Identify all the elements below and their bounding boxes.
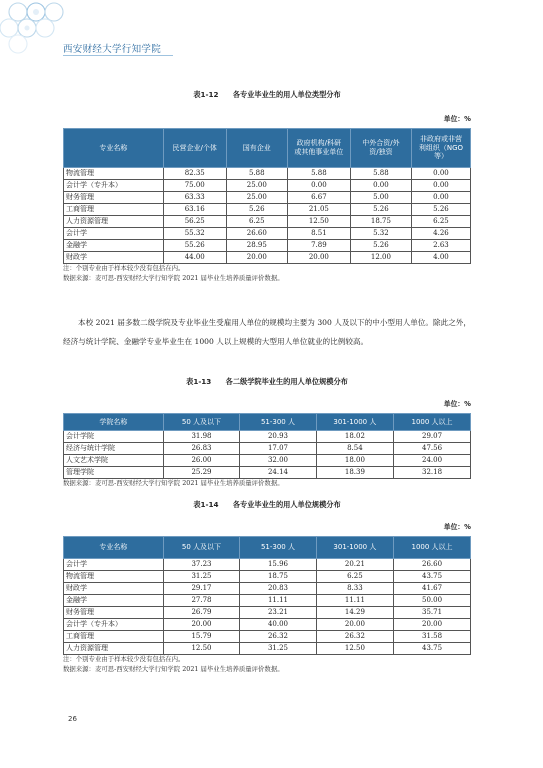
table-row: 工商管理 15.79 26.32 26.32 31.58 bbox=[64, 631, 471, 643]
header-title: 西安财经大学行知学院 bbox=[63, 44, 162, 55]
column-header: 50 人及以下 bbox=[163, 537, 240, 559]
table-row: 管理学院 25.29 24.14 18.39 32.18 bbox=[64, 467, 471, 479]
table-1-13 bbox=[63, 413, 471, 479]
table-source: 数据来源：麦可思-西安财经大学行知学院 2021 届毕业生培养质量评价数据。 bbox=[63, 479, 284, 487]
table-row: 人文艺术学院 26.00 32.00 18.00 24.00 bbox=[64, 455, 471, 467]
table-row: 财政学 44.00 20.00 20.00 12.00 4.00 bbox=[64, 252, 471, 264]
table-row: 会计学（专升本） 20.00 40.00 20.00 20.00 bbox=[64, 619, 471, 631]
table-source: 数据来源：麦可思-西安财经大学行知学院 2021 届毕业生培养质量评价数据。 bbox=[63, 273, 284, 282]
table-note: 注：个别专业由于样本较少没有包括在内。 bbox=[63, 264, 185, 272]
table-row: 金融学 55.26 28.95 7.89 5.26 2.63 bbox=[64, 240, 471, 252]
table-note: 注：个别专业由于样本较少没有包括在内。 bbox=[63, 655, 185, 663]
table-row: 财务管理 63.33 25.00 6.67 5.00 0.00 bbox=[64, 192, 471, 204]
table-row: 物流管理 31.25 18.75 6.25 43.75 bbox=[64, 571, 471, 583]
table-row: 金融学 27.78 11.11 11.11 50.00 bbox=[64, 595, 471, 607]
table-row: 会计学 55.32 26.60 8.51 5.32 4.26 bbox=[64, 228, 471, 240]
column-header: 政府机构/科研或其他事业单位 bbox=[287, 129, 350, 168]
column-header: 中外合资/外资/独资 bbox=[350, 129, 411, 168]
column-header: 301-1000 人 bbox=[316, 414, 393, 431]
table-unit: 单位：% bbox=[443, 523, 471, 531]
table-caption: 表1-14 各专业毕业生的用人单位规模分布 bbox=[193, 500, 341, 509]
column-header: 301-1000 人 bbox=[316, 537, 393, 559]
column-header: 专业名称 bbox=[64, 129, 164, 168]
body-paragraph: 本校 2021 届多数二级学院及专业毕业生受雇用人单位的规模均主要为 300 人及以下的中小型用人单位。除此之外，经济与统计学院、金融学专业毕业生在 1000 人以上规模的大型用人单位就业的比例较高。 bbox=[63, 318, 471, 346]
column-header: 1000 人以上 bbox=[394, 537, 471, 559]
table-1-12 bbox=[63, 128, 471, 264]
table-unit: 单位：% bbox=[443, 400, 471, 408]
table-caption: 表1-13 各二级学院毕业生的用人单位规模分布 bbox=[186, 377, 348, 386]
column-header: 非政府或非营利组织（NGO 等） bbox=[411, 129, 470, 168]
table-1-13-block bbox=[63, 377, 471, 489]
column-header: 51-300 人 bbox=[240, 537, 317, 559]
corner-decoration bbox=[0, 0, 110, 70]
table-row: 财政学 29.17 20.83 8.33 41.67 bbox=[64, 583, 471, 595]
table-row: 财务管理 26.79 23.21 14.29 35.71 bbox=[64, 607, 471, 619]
column-header: 民营企业/个体 bbox=[163, 129, 226, 168]
page-number: 26 bbox=[68, 715, 77, 723]
table-row: 会计学 37.23 15.96 20.21 26.60 bbox=[64, 559, 471, 571]
table-1-12-block bbox=[63, 90, 471, 283]
column-header: 1000 人以上 bbox=[394, 414, 471, 431]
table-1-14-block bbox=[63, 500, 471, 674]
table-row: 工商管理 63.16 5.26 21.05 5.26 5.26 bbox=[64, 204, 471, 216]
table-unit: 单位：% bbox=[443, 115, 471, 123]
column-header: 国有企业 bbox=[226, 129, 287, 168]
column-header: 51-300 人 bbox=[240, 414, 317, 431]
table-row: 人力资源管理 12.50 31.25 12.50 43.75 bbox=[64, 643, 471, 655]
table-row: 物流管理 82.35 5.88 5.88 5.88 0.00 bbox=[64, 168, 471, 180]
table-row: 人力资源管理 56.25 6.25 12.50 18.75 6.25 bbox=[64, 216, 471, 228]
header-rule bbox=[63, 55, 173, 56]
table-1-14 bbox=[63, 536, 471, 655]
table-row: 会计学院 31.98 20.93 18.02 29.07 bbox=[64, 431, 471, 443]
table-caption: 表1-12 各专业毕业生的用人单位类型分布 bbox=[193, 90, 341, 99]
column-header: 专业名称 bbox=[64, 537, 164, 559]
table-row: 经济与统计学院 26.83 17.07 8.54 47.56 bbox=[64, 443, 471, 455]
column-header: 50 人及以下 bbox=[163, 414, 240, 431]
table-row: 会计学（专升本） 75.00 25.00 0.00 0.00 0.00 bbox=[64, 180, 471, 192]
table-source: 数据来源：麦可思-西安财经大学行知学院 2021 届毕业生培养质量评价数据。 bbox=[63, 664, 284, 673]
column-header: 学院名称 bbox=[64, 414, 164, 431]
